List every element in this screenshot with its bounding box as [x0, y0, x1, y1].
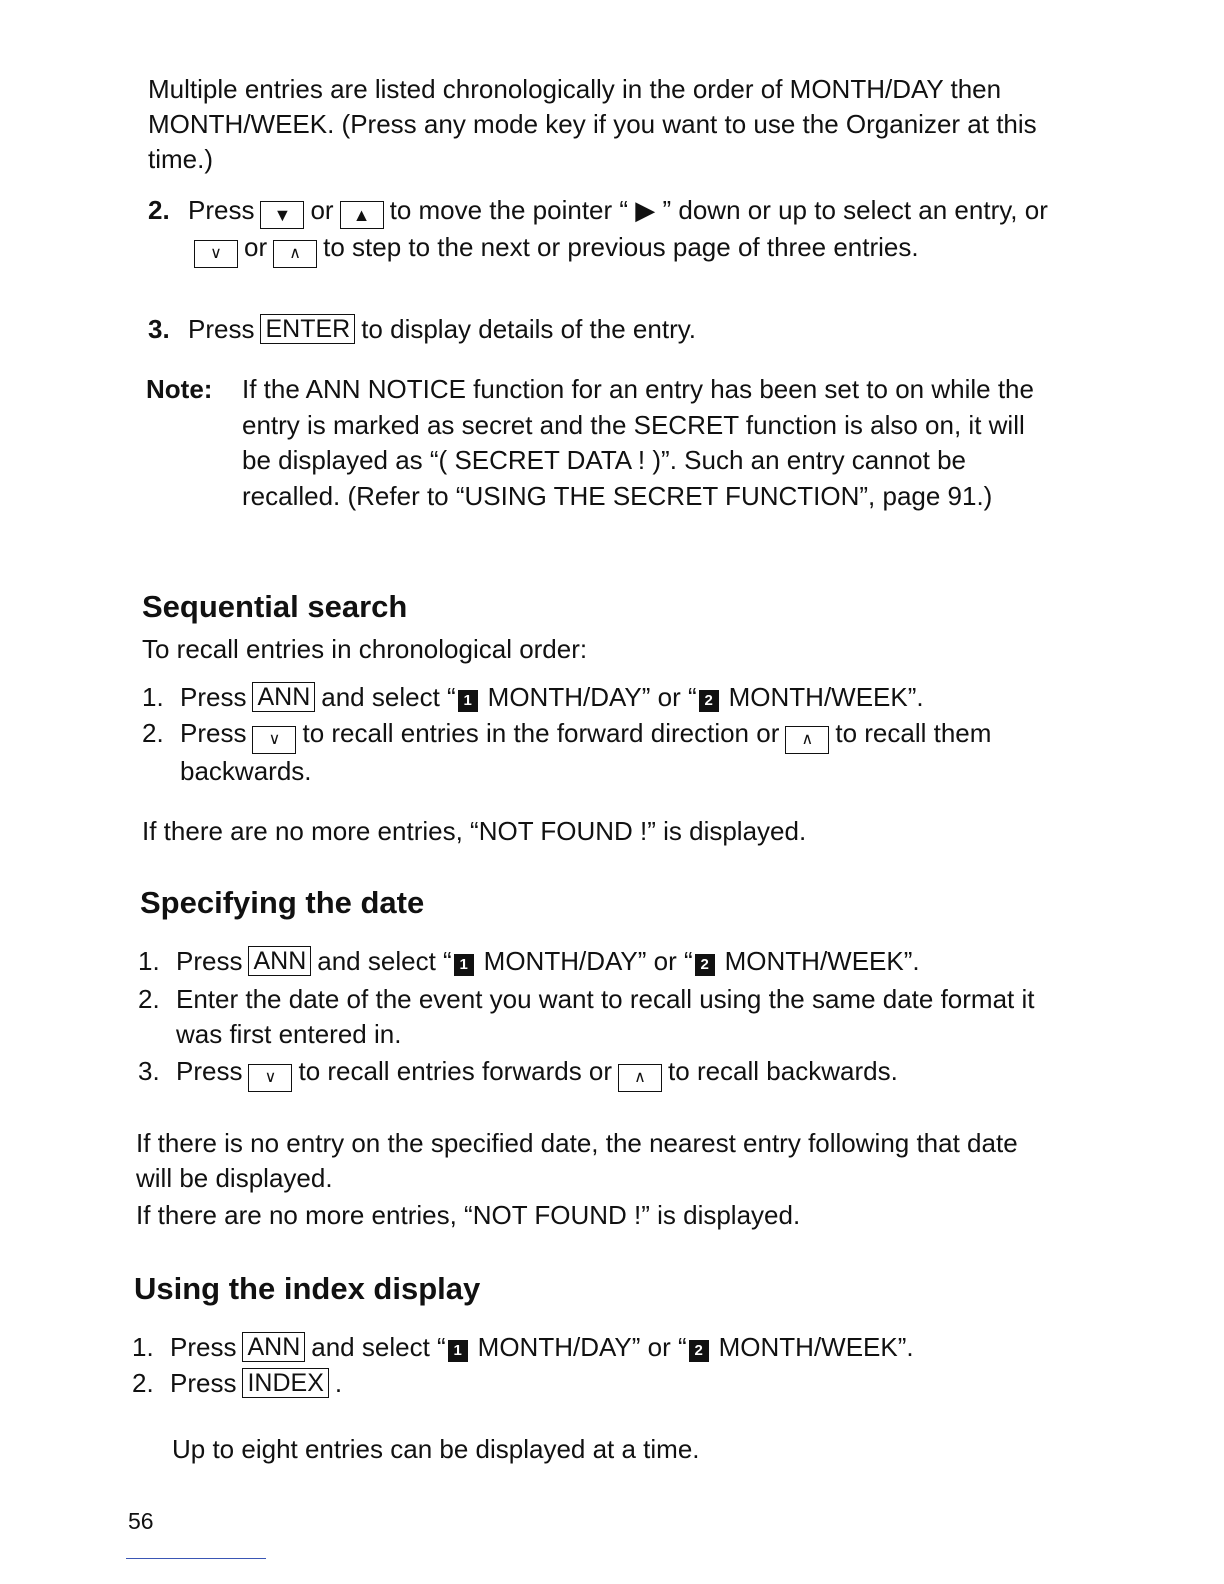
date-after-2: If there are no more entries, “NOT FOUND !” is displayed. — [136, 1200, 801, 1230]
step-number: 1. — [142, 682, 164, 712]
heading-index-display: Using the index display — [134, 1271, 481, 1306]
date-after-1: If there is no entry on the specified date, the nearest entry following that date will be displayed. — [136, 1128, 1018, 1193]
ann-key: ANN — [248, 946, 311, 976]
seq-step-2: 2. Press ∨ to recall entries in the forward direction or ∧ to recall them backwards. — [142, 718, 992, 786]
page-down-key-icon: ∨ — [248, 1064, 292, 1092]
intro-paragraph — [148, 72, 1048, 177]
ann-key: ANN — [252, 682, 315, 712]
down-arrow-key-icon: ▼ — [260, 201, 304, 229]
step-number: 2. — [138, 984, 160, 1014]
index-step-1: 1. Press ANN and select “ 1 MONTH/DAY” or “ 2 MONTH/WEEK”. — [132, 1330, 1032, 1365]
seq-intro: To recall entries in chronological order: — [142, 634, 588, 664]
step-number: 2. — [132, 1368, 154, 1398]
top-step-2 — [148, 192, 1048, 268]
date-step-3: 3. Press ∨ to recall entries forwards or ∧ to recall backwards. — [138, 1054, 1038, 1092]
step-number: 1. — [132, 1332, 154, 1362]
seq-step-1: 1. Press ANN and select “ 1 MONTH/DAY” or “ 2 MONTH/WEEK”. — [142, 680, 1042, 715]
note-label: Note: — [146, 374, 213, 404]
footer-rule — [126, 1558, 266, 1559]
date-step-1: 1. Press ANN and select “ 1 MONTH/DAY” or “ 2 MONTH/WEEK”. — [138, 944, 1038, 979]
page-number: 56 — [128, 1508, 154, 1534]
option-2-icon: 2 — [689, 1340, 709, 1362]
option-1-icon: 1 — [448, 1340, 468, 1362]
page-up-key-icon: ∧ — [273, 240, 317, 268]
page-up-key-icon: ∧ — [785, 726, 829, 754]
step-number: 1. — [138, 946, 160, 976]
index-step-2: 2. Press INDEX . — [132, 1366, 1032, 1401]
option-2-icon: 2 — [695, 954, 715, 976]
note-text: If the ANN NOTICE function for an entry has been set to on while the entry is marked as secret and the SECRET function is also on, it will be displayed as “( SECRET DATA ! )”. Such an entry cannot be recalled. (Refer to “USING THE SECRET FUNCTION”, page 91.) — [242, 374, 1034, 511]
index-after: Up to eight entries can be displayed at a time. — [172, 1434, 700, 1464]
step-number: 3. — [148, 314, 170, 344]
up-arrow-key-icon: ▲ — [340, 201, 384, 229]
option-1-icon: 1 — [454, 954, 474, 976]
index-key: INDEX — [242, 1368, 328, 1398]
intro-text: Multiple entries are listed chronologically in the order of MONTH/DAY then MONTH/WEEK. (Press any mode key if you want to use the Organizer at this time.) — [148, 74, 1037, 174]
seq-after: If there are no more entries, “NOT FOUND !” is displayed. — [142, 816, 807, 846]
option-1-icon: 1 — [458, 690, 478, 712]
page-down-key-icon: ∨ — [252, 726, 296, 754]
option-2-icon: 2 — [699, 690, 719, 712]
step-number: 2. — [142, 718, 164, 748]
heading-sequential-search: Sequential search — [142, 589, 408, 624]
step-number: 2. — [148, 195, 170, 225]
date-step-2: 2. Enter the date of the event you want to recall using the same date format it was first entered in. — [138, 982, 1038, 1052]
page-up-key-icon: ∧ — [618, 1064, 662, 1092]
heading-specifying-date: Specifying the date — [140, 885, 425, 920]
note — [146, 372, 1046, 514]
step-text: Press ENTER to display details of the entry. — [188, 314, 697, 344]
page-down-key-icon: ∨ — [194, 240, 238, 268]
enter-key: ENTER — [260, 314, 355, 344]
step-number: 3. — [138, 1056, 160, 1086]
top-step-3 — [148, 312, 1048, 347]
step-text: Press ▼ or ▲ to move the pointer “ ▶ ” down or up to select an entry, or∨ or ∧ to step to the next or previous page of three entries. — [188, 192, 1048, 268]
ann-key: ANN — [242, 1332, 305, 1362]
